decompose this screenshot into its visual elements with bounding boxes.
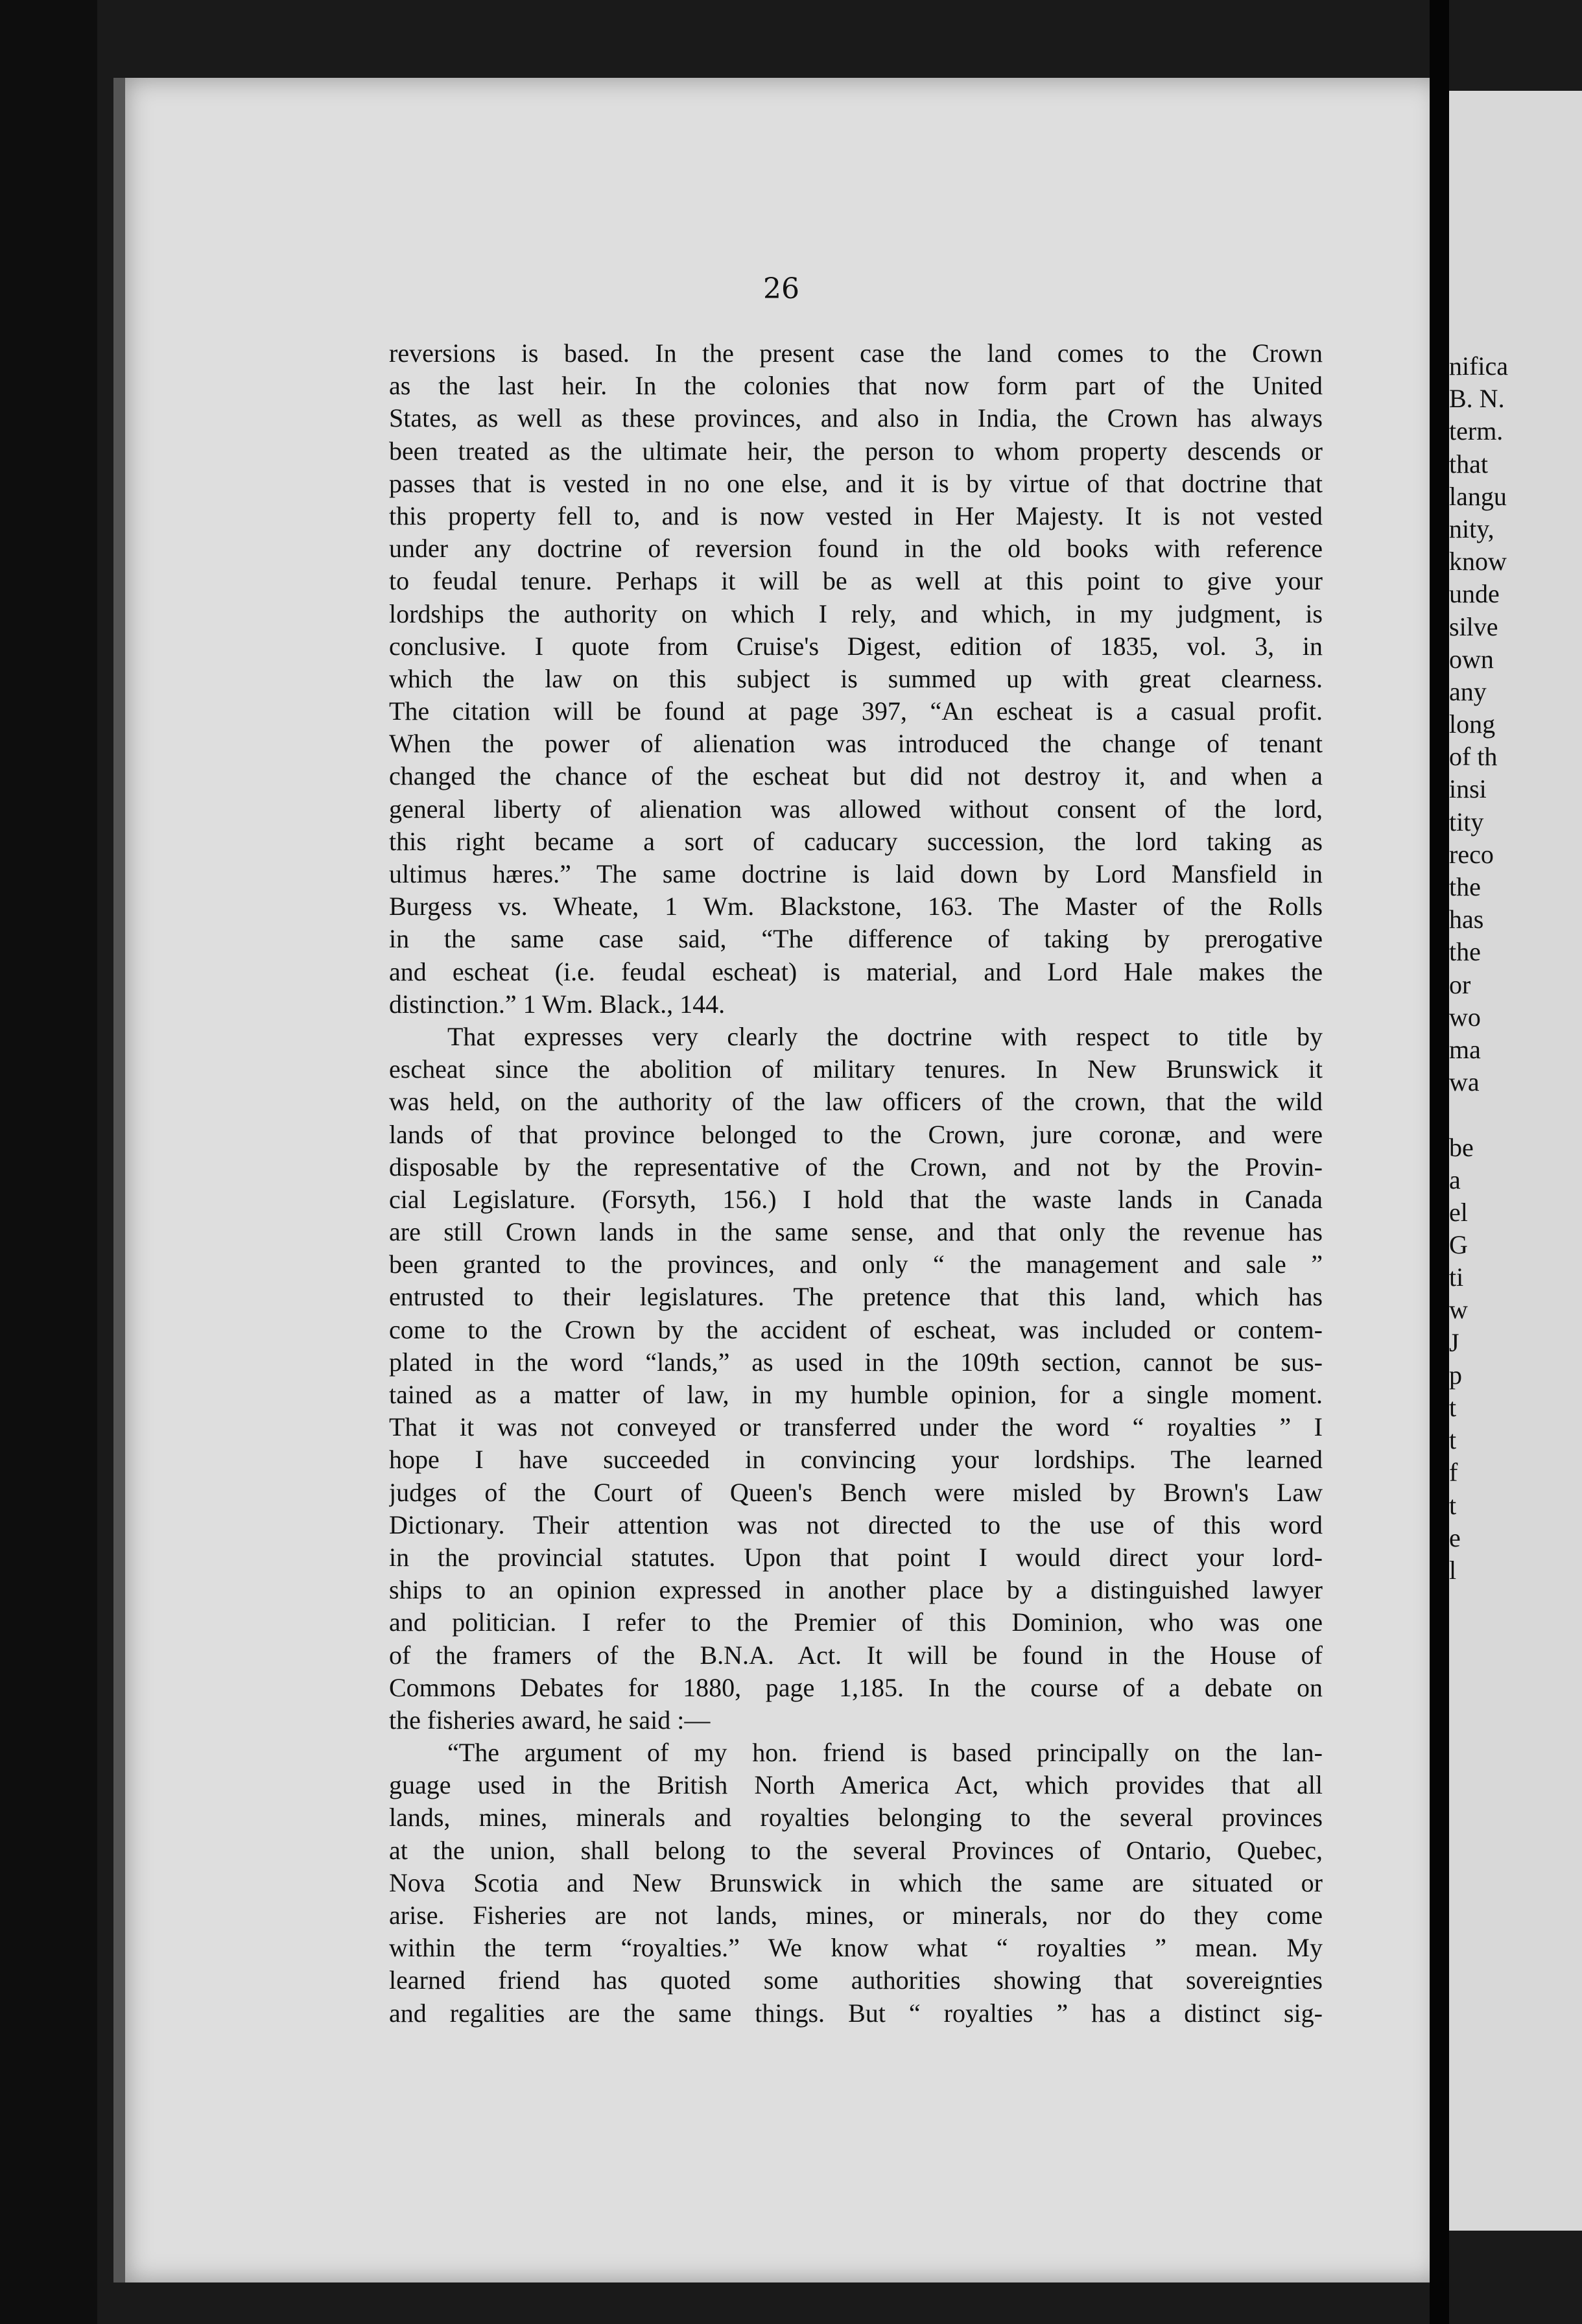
text-line: and escheat (i.e. feudal escheat) is material, and Lord Hale makes the [389, 956, 1323, 986]
adjacent-text-fragment: wa [1449, 1067, 1480, 1097]
adjacent-text-fragment: t [1449, 1425, 1457, 1455]
text-line: Burgess vs. Wheate, 1 Wm. Blackstone, 163. The Master of the Rolls [389, 892, 1323, 921]
text-line: passes that is vested in no one else, and it is by virtue of that doctrine that [389, 468, 1323, 498]
adjacent-text-fragment: w [1449, 1295, 1468, 1325]
adjacent-text-fragment: ti [1449, 1263, 1464, 1292]
adjacent-text-fragment: nifica [1449, 351, 1509, 381]
text-line: “The argument of my hon. friend is based principally on the lan- [447, 1738, 1323, 1768]
adjacent-text-fragment: tity [1449, 807, 1484, 836]
text-line: was held, on the authority of the law officers of the crown, that the wild [389, 1087, 1323, 1117]
text-line: States, as well as these provinces, and also in India, the Crown has always [389, 403, 1323, 433]
text-line: and regalities are the same things. But “ royalties ” has a distinct sig- [389, 1998, 1323, 2028]
text-line: general liberty of alienation was allowed without consent of the lord, [389, 794, 1323, 824]
text-line: of the framers of the B.N.A. Act. It will be found in the House of [389, 1640, 1323, 1670]
adjacent-text-fragment: wo [1449, 1002, 1481, 1032]
text-line: plated in the word “lands,” as used in the 109th section, cannot be sus- [389, 1347, 1323, 1377]
adjacent-text-fragment: unde [1449, 579, 1500, 609]
text-line: cial Legislature. (Forsyth, 156.) I hold that the waste lands in Canada [389, 1184, 1323, 1214]
text-line: at the union, shall belong to the several Provinces of Ontario, Quebec, [389, 1835, 1323, 1865]
text-line: as the last heir. In the colonies that now form part of the United [389, 371, 1323, 401]
page-body-text [389, 337, 1323, 2030]
text-line: disposable by the representative of the Crown, and not by the Provin- [389, 1152, 1323, 1181]
text-line: changed the chance of the escheat but did not destroy it, and when a [389, 761, 1323, 791]
text-line: lordships the authority on which I rely, and which, in my judgment, is [389, 599, 1323, 628]
adjacent-text-fragment: term. [1449, 416, 1504, 446]
adjacent-text-fragment: or [1449, 969, 1471, 999]
text-line: That it was not conveyed or transferred under the word “ royalties ” I [389, 1412, 1323, 1442]
adjacent-text-fragment: p [1449, 1360, 1462, 1390]
text-line: arise. Fisheries are not lands, mines, or minerals, nor do they come [389, 1901, 1323, 1930]
text-line: in the same case said, “The difference of taking by prerogative [389, 924, 1323, 954]
adjacent-text-fragment: long [1449, 709, 1496, 739]
adjacent-text-fragment: G [1449, 1230, 1468, 1260]
adjacent-page-edge [1449, 91, 1582, 2231]
text-line: ultimus hæres.” The same doctrine is laid down by Lord Mansfield in [389, 859, 1323, 888]
adjacent-text-fragment: the [1449, 872, 1481, 901]
adjacent-page-text [1449, 350, 1582, 1587]
adjacent-text-fragment: f [1449, 1458, 1458, 1488]
text-line: guage used in the British North America Act, which provides that all [389, 1770, 1323, 1800]
adjacent-text-fragment: ma [1449, 1034, 1481, 1064]
book-gutter [1430, 0, 1449, 2324]
text-line: lands, mines, minerals and royalties belonging to the several provinces [389, 1803, 1323, 1832]
text-line: learned friend has quoted some authorities showing that sovereignties [389, 1965, 1323, 1995]
text-line: entrusted to their legislatures. The pretence that this land, which has [389, 1282, 1323, 1312]
adjacent-text-fragment: insi [1449, 774, 1487, 804]
adjacent-text-fragment: a [1449, 1165, 1461, 1194]
adjacent-text-fragment: l [1449, 1555, 1457, 1585]
text-line: been granted to the provinces, and only “ the management and sale ” [389, 1250, 1323, 1279]
adjacent-text-fragment: nity, [1449, 514, 1494, 543]
text-line: which the law on this subject is summed up with great clearness. [389, 663, 1323, 693]
scan-border-left [0, 0, 97, 2324]
adjacent-text-fragment: of th [1449, 742, 1498, 772]
text-line: been treated as the ultimate heir, the person to whom property descends or [389, 436, 1323, 466]
text-line: within the term “royalties.” We know what “ royalties ” mean. My [389, 1933, 1323, 1963]
text-line: judges of the Court of Queen's Bench were misled by Brown's Law [389, 1477, 1323, 1507]
text-line: lands of that province belonged to the Crown, jure coronæ, and were [389, 1119, 1323, 1149]
text-line: escheat since the abolition of military tenures. In New Brunswick it [389, 1054, 1323, 1084]
adjacent-text-fragment: langu [1449, 481, 1507, 511]
adjacent-text-fragment: any [1449, 676, 1487, 706]
text-line: When the power of alienation was introduced the change of tenant [389, 729, 1323, 759]
text-line: reversions is based. In the present case the land comes to the Crown [389, 338, 1323, 368]
text-line: That expresses very clearly the doctrine with respect to title by [447, 1021, 1323, 1051]
adjacent-text-fragment: J [1449, 1327, 1459, 1357]
text-line: are still Crown lands in the same sense, and that only the revenue has [389, 1217, 1323, 1247]
text-line: in the provincial statutes. Upon that point I would direct your lord- [389, 1542, 1323, 1572]
text-line: come to the Crown by the accident of escheat, was included or contem- [389, 1314, 1323, 1344]
adjacent-text-fragment [1449, 1098, 1582, 1131]
text-line: hope I have succeeded in convincing your lordships. The learned [389, 1445, 1323, 1475]
adjacent-text-fragment: silve [1449, 611, 1498, 641]
adjacent-text-fragment: the [1449, 937, 1481, 967]
adjacent-text-fragment: el [1449, 1197, 1468, 1227]
adjacent-text-fragment: know [1449, 547, 1507, 576]
text-line: The citation will be found at page 397, “An escheat is a casual profit. [389, 696, 1323, 726]
adjacent-text-fragment: t [1449, 1393, 1457, 1422]
adjacent-text-fragment: own [1449, 644, 1494, 674]
adjacent-text-fragment: be [1449, 1132, 1474, 1162]
text-line: the fisheries award, he said :— [389, 1705, 711, 1735]
text-line: distinction.” 1 Wm. Black., 144. [389, 989, 726, 1019]
adjacent-text-fragment: B. N. [1449, 384, 1505, 414]
text-line: conclusive. I quote from Cruise's Digest, edition of 1835, vol. 3, in [389, 631, 1323, 661]
text-line: Nova Scotia and New Brunswick in which the same are situated or [389, 1868, 1323, 1897]
text-line: ships to an opinion expressed in another place by a distinguished lawyer [389, 1575, 1323, 1605]
adjacent-text-fragment: has [1449, 905, 1484, 934]
text-line: tained as a matter of law, in my humble opinion, for a single moment. [389, 1380, 1323, 1409]
text-line: under any doctrine of reversion found in the old books with reference [389, 534, 1323, 563]
text-line: and politician. I refer to the Premier of this Dominion, who was one [389, 1607, 1323, 1637]
adjacent-text-fragment: e [1449, 1523, 1461, 1552]
adjacent-text-fragment: t [1449, 1490, 1457, 1520]
text-line: Dictionary. Their attention was not directed to the use of this word [389, 1510, 1323, 1539]
page-number: 26 [763, 272, 799, 305]
text-line: to feudal tenure. Perhaps it will be as well at this point to give your [389, 566, 1323, 596]
adjacent-text-fragment: reco [1449, 839, 1494, 869]
text-line: this property fell to, and is now vested in Her Majesty. It is not vested [389, 501, 1323, 530]
adjacent-text-fragment: that [1449, 449, 1488, 479]
text-line: this right became a sort of caducary succession, the lord taking as [389, 826, 1323, 856]
text-line: Commons Debates for 1880, page 1,185. In the course of a debate on [389, 1672, 1323, 1702]
